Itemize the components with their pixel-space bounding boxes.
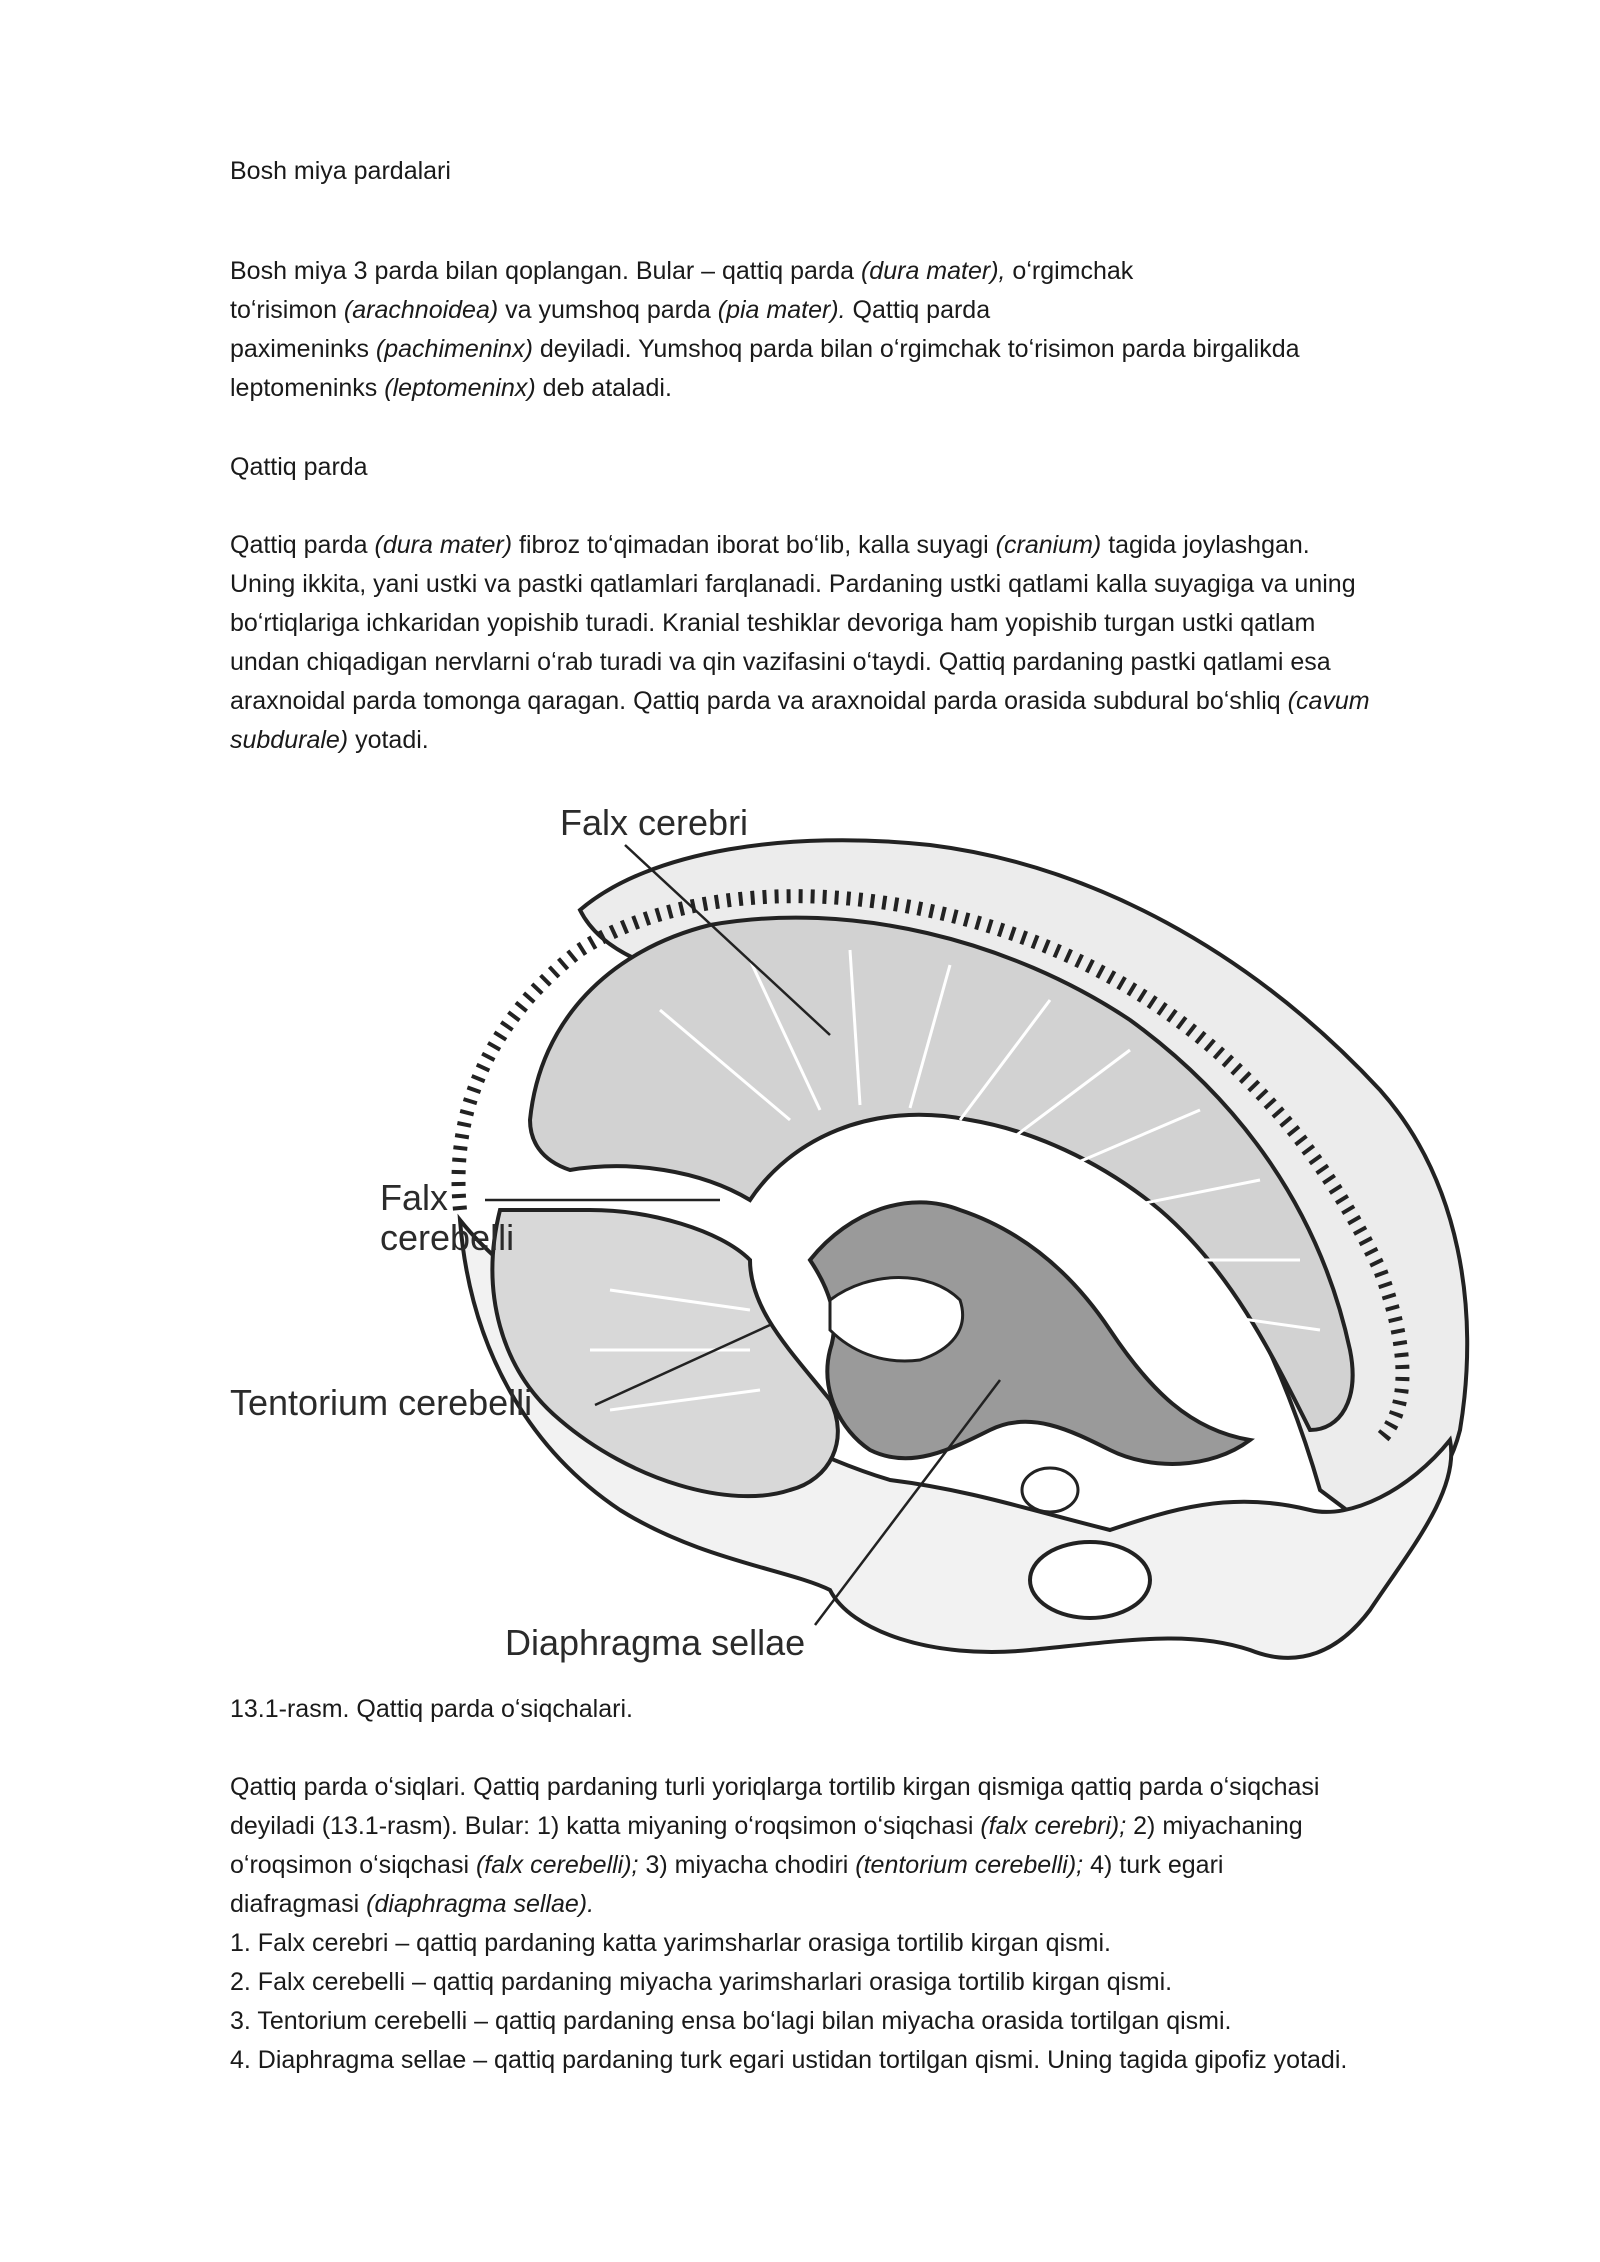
processes-line-1: Qattiq parda oʻsiqlari. Qattiq pardaning turli yoriqlarga tortilib kirgan qismiga qattiq parda oʻsiqchasi xyxy=(230,1773,1320,1801)
intro-line-2: toʻrisimon (arachnoidea) va yumshoq parda (pia mater). Qattiq parda xyxy=(230,296,991,324)
figure-caption: 13.1-rasm. Qattiq parda oʻsiqchalari. xyxy=(230,1695,633,1723)
list-item: 2. Falx cerebelli – qattiq pardaning miyacha yarimsharlari orasiga tortilib kirgan qismi. xyxy=(230,1968,1173,1996)
para2-line-3: boʻrtiqlariga ichkaridan yopishib turadi. Kranial teshiklar devoriga ham yopishib turgan ustki qatlam xyxy=(230,609,1316,637)
intro-paragraph xyxy=(230,252,1480,408)
para2-line-2: Uning ikkita, yani ustki va pastki qatlamlari farqlanadi. Pardaning ustki qatlami kalla suyagiga va uning xyxy=(230,570,1356,598)
label-diaphragma-sellae: Diaphragma sellae xyxy=(505,1622,806,1663)
intro-line-3: paximeninks (pachimeninx) deyiladi. Yumshoq parda bilan oʻrgimchak toʻrisimon parda birgalikda xyxy=(230,335,1300,363)
foramen-opening xyxy=(1022,1468,1078,1512)
label-tentorium-cerebelli: Tentorium cerebelli xyxy=(230,1382,533,1423)
list-item: 3. Tentorium cerebelli – qattiq pardaning ensa boʻlagi bilan miyacha orasida tortilgan qismi. xyxy=(230,2007,1232,2035)
dura-mater-paragraph xyxy=(230,526,1480,760)
label-falx-cerebelli-line2: cerebelli xyxy=(380,1217,515,1258)
dura-mater-folds-figure xyxy=(230,790,1500,1690)
para2-line-6: subdurale) yotadi. xyxy=(230,726,429,754)
label-falx-cerebelli-line1: Falx xyxy=(380,1177,449,1218)
document-title: Bosh miya pardalari xyxy=(230,157,451,185)
processes-line-2: deyiladi (13.1-rasm). Bular: 1) katta miyaning oʻroqsimon oʻsiqchasi (falx cerebri); 2) miyachaning xyxy=(230,1812,1303,1840)
para2-line-1: Qattiq parda (dura mater) fibroz toʻqimadan iborat boʻlib, kalla suyagi (cranium) tagida joylashgan. xyxy=(230,531,1310,559)
processes-paragraph xyxy=(230,1768,1480,2080)
para2-line-5: araxnoidal parda tomonga qaragan. Qattiq parda va araxnoidal parda orasida subdural boʻshliq (cavum xyxy=(230,687,1370,715)
para2-line-4: undan chiqadigan nervlarni oʻrab turadi va qin vazifasini oʻtaydi. Qattiq pardaning pastki qatlami esa xyxy=(230,648,1331,676)
processes-line-4: diafragmasi (diaphragma sellae). xyxy=(230,1890,595,1918)
intro-line-4: leptomeninks (leptomeninx) deb ataladi. xyxy=(230,374,672,402)
label-falx-cerebri: Falx cerebri xyxy=(560,802,749,843)
intro-line-1: Bosh miya 3 parda bilan qoplangan. Bular – qattiq parda (dura mater), oʻrgimchak xyxy=(230,257,1134,285)
list-item: 1. Falx cerebri – qattiq pardaning katta yarimsharlar orasiga tortilib kirgan qismi. xyxy=(230,1929,1111,1957)
falx-cerebelli-shape xyxy=(493,1210,838,1496)
list-item: 4. Diaphragma sellae – qattiq pardaning turk egari ustidan tortilgan qismi. Uning tagida gipofiz yotadi. xyxy=(230,2046,1348,2074)
orbit-opening xyxy=(1030,1542,1150,1618)
section-heading: Qattiq parda xyxy=(230,453,368,481)
processes-line-3: oʻroqsimon oʻsiqchasi (falx cerebelli); 3) miyacha chodiri (tentorium cerebelli); 4) turk egari xyxy=(230,1851,1224,1879)
